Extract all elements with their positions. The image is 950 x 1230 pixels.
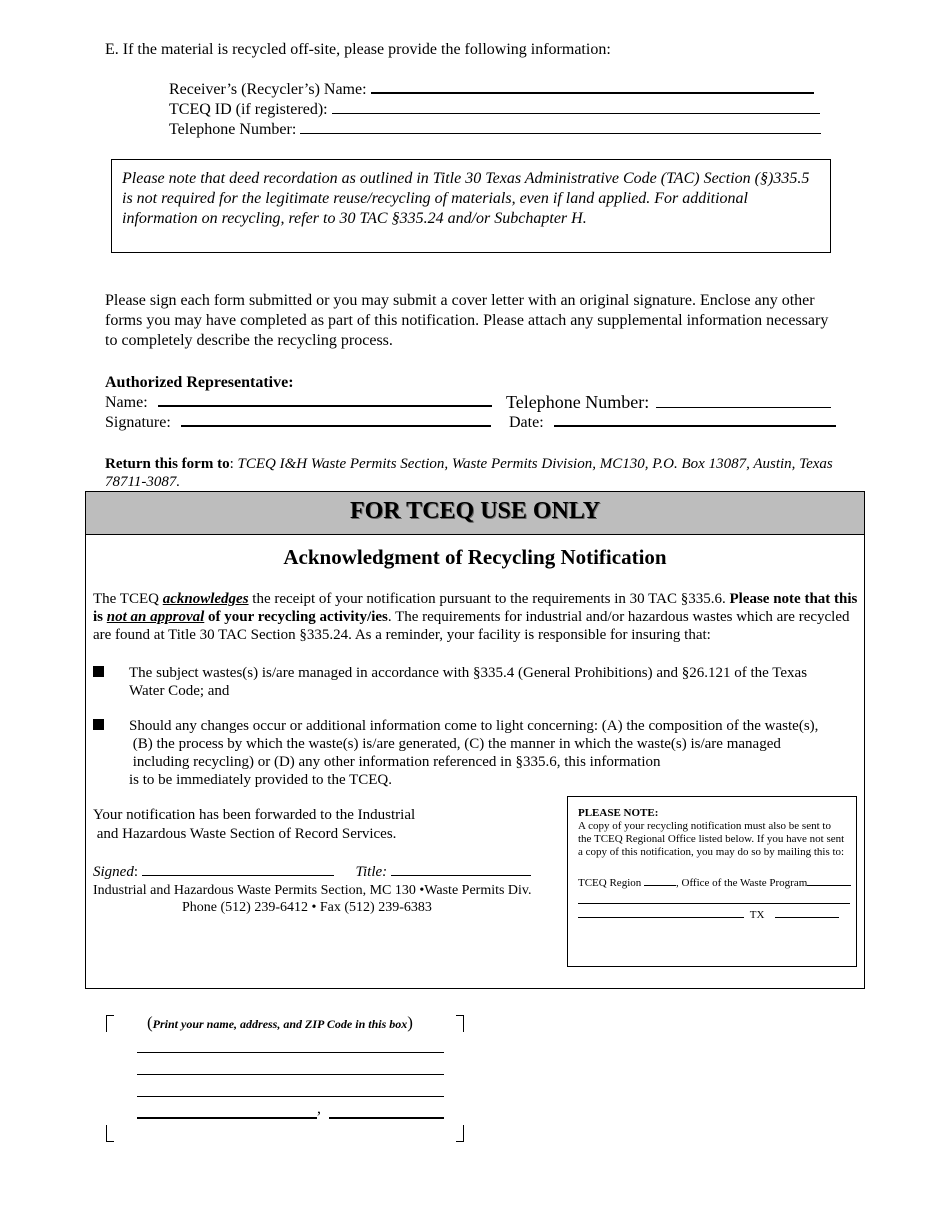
recycler-telephone-row <box>169 120 821 140</box>
tceq-use-only-box <box>85 491 865 989</box>
forwarded-line: Your notification has been forwarded to the Industrial <box>93 807 416 823</box>
recycler-telephone-field[interactable] <box>300 133 821 134</box>
tceq-id-label: TCEQ ID (if registered): <box>169 101 328 118</box>
office-field[interactable] <box>807 885 851 886</box>
tceq-use-band <box>86 492 864 535</box>
receiver-name-label: Receiver’s (Recycler’s) Name: <box>169 81 367 98</box>
address-line-field[interactable] <box>578 903 850 904</box>
region-label: TCEQ Region <box>578 877 642 889</box>
ack-text-3: . The requirements for industrial and/or hazardous wastes which are recycled are found at Title 30 TAC Section §335.24. As a reminder, your facility is responsible for insuring that: <box>93 609 850 643</box>
state-zip-line[interactable] <box>329 1117 444 1119</box>
return-form-instructions: Return this form to: TCEQ I&H Waste Permits Section, Waste Permits Division, MC130, P.O. Box 13087, Austin, Texas 78711-3087. <box>105 456 833 490</box>
rep-name-field[interactable] <box>158 405 492 407</box>
sign-instructions: Please sign each form submitted or you may submit a cover letter with an original signature. Enclose any other forms you may have completed as part of this notification. Please attach any supplemental information necessary to completely describe the recycling process. <box>105 292 829 349</box>
bullet-line: including recycling) or (D) any other information referenced in §335.6, this information <box>129 754 661 770</box>
forwarded-notice <box>93 806 415 844</box>
tceq-use-title: FOR TCEQ USE ONLY <box>349 498 601 524</box>
ack-bold-1: Please note that this is <box>93 591 858 625</box>
acknowledgment-paragraph <box>93 590 858 644</box>
please-note-box <box>567 796 857 967</box>
ack-bold-2: of your recycling activity/ies <box>208 609 388 625</box>
bullet-text <box>129 717 818 789</box>
city-state-row <box>578 909 847 922</box>
address-box-label: (Print your name, address, and ZIP Code in this box) <box>147 1013 413 1032</box>
corner-mark <box>106 1015 114 1032</box>
city-field[interactable] <box>578 917 744 918</box>
rep-name-row <box>105 393 492 413</box>
corner-mark <box>106 1125 114 1142</box>
rep-telephone-label: Telephone Number: <box>506 392 650 412</box>
please-note-title: PLEASE NOTE: <box>578 807 659 819</box>
section-address-line: Industrial and Hazardous Waste Permits Section, MC 130 •Waste Permits Div. <box>93 883 532 898</box>
forwarded-line: and Hazardous Waste Section of Record Services. <box>93 826 397 842</box>
bullet-line: is to be immediately provided to the TCEQ. <box>129 772 393 788</box>
corner-mark <box>456 1125 464 1142</box>
zip-field[interactable] <box>775 917 839 918</box>
bullet-text: The subject wastes(s) is/are managed in accordance with §335.4 (General Prohibitions) and §26.121 of the Texas Water Code; and <box>129 665 808 699</box>
title-label: Title: <box>355 864 388 880</box>
signed-label: Signed <box>93 864 134 880</box>
square-bullet-icon <box>93 719 104 730</box>
signed-field[interactable] <box>142 875 334 876</box>
rep-telephone-field[interactable] <box>656 407 831 408</box>
ack-acknowledges: acknowledges <box>162 591 249 607</box>
rep-date-row <box>509 413 836 433</box>
acknowledgment-title: Acknowledgment of Recycling Notification <box>283 545 667 569</box>
region-field[interactable] <box>644 885 676 886</box>
rep-telephone-row <box>506 392 831 412</box>
rep-signature-field[interactable] <box>181 425 491 427</box>
state-text: TX <box>749 909 765 921</box>
authorized-representative-title: Authorized Representative: <box>105 374 294 391</box>
section-e-heading: E. If the material is recycled off-site, please provide the following information: <box>105 41 611 58</box>
phone-fax-line: Phone (512) 239-6412 • Fax (512) 239-6383 <box>182 900 432 915</box>
address-line-1[interactable] <box>137 1052 444 1053</box>
tceq-id-row <box>169 100 820 120</box>
return-label: Return this form to <box>105 456 230 472</box>
address-comma: , <box>317 1100 321 1117</box>
rep-name-label: Name: <box>105 394 148 411</box>
address-line-2[interactable] <box>137 1074 444 1075</box>
deed-recordation-note: Please note that deed recordation as outlined in Title 30 Texas Administrative Code (TAC) Section (§)335.5 is not required for the legitimate reuse/recycling of materials, even if land applied. For additional information on recycling, refer to 30 TAC §335.24 and/or Subchapter H. <box>111 159 831 253</box>
region-row <box>578 877 847 890</box>
title-field[interactable] <box>391 875 531 876</box>
receiver-name-field[interactable] <box>371 92 814 94</box>
ack-text-2: the receipt of your notification pursuant to the requirements in 30 TAC §335.6. <box>252 591 726 607</box>
rep-signature-label: Signature: <box>105 414 171 431</box>
address-line-3[interactable] <box>137 1096 444 1097</box>
corner-mark <box>456 1015 464 1032</box>
ack-not-approval: not an approval <box>106 609 205 625</box>
address-box-label-text: Print your name, address, and ZIP Code in this box <box>152 1017 408 1031</box>
bullet-line: (B) the process by which the waste(s) is/are generated, (C) the manner in which the waste(s) is/are managed <box>129 736 781 752</box>
please-note-body: A copy of your recycling notification must also be sent to the TCEQ Regional Office listed below. If you have not sent a copy of this notification, you may do so by mailing this to: <box>578 820 845 858</box>
return-address: TCEQ I&H Waste Permits Section, Waste Permits Division, MC130, P.O. Box 13087, Austin, Texas 78711-3087. <box>105 456 833 490</box>
bullet-line: Should any changes occur or additional information come to light concerning: (A) the composition of the waste(s), <box>129 718 819 734</box>
city-line[interactable] <box>137 1117 317 1119</box>
rep-date-field[interactable] <box>554 425 836 427</box>
signed-title-row: Signed: Title: <box>93 864 531 881</box>
ack-text-1: The TCEQ <box>93 591 159 607</box>
rep-date-label: Date: <box>509 414 544 431</box>
office-label: , Office of the Waste Program <box>676 877 808 889</box>
tceq-id-field[interactable] <box>332 113 820 114</box>
square-bullet-icon <box>93 666 104 677</box>
rep-signature-row <box>105 413 491 433</box>
receiver-name-row <box>169 80 814 100</box>
recycler-telephone-label: Telephone Number: <box>169 121 297 138</box>
